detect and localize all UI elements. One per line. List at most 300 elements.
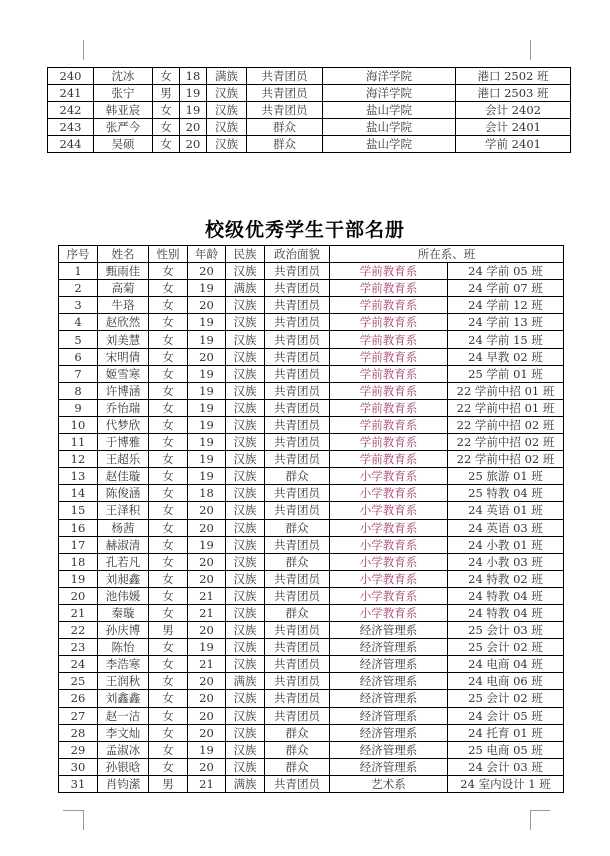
- cell-name: 赵欣然: [98, 314, 149, 331]
- cell-ethnicity: 汉族: [226, 297, 265, 314]
- cell-age: 19: [188, 331, 226, 348]
- cell-political-status: 群众: [247, 136, 323, 153]
- cell-name: 张宁: [94, 85, 153, 102]
- cell-political-status: 共青团员: [265, 485, 330, 502]
- cell-index: 240: [48, 68, 94, 85]
- cell-ethnicity: 汉族: [226, 604, 265, 621]
- table-row: [59, 382, 564, 399]
- cell-political-status: 群众: [265, 741, 330, 758]
- table-row: [59, 690, 564, 707]
- table-row: [59, 622, 564, 639]
- cell-political-status: 共青团员: [265, 280, 330, 297]
- cell-ethnicity: 汉族: [226, 724, 265, 741]
- cell-name: 李文灿: [98, 724, 149, 741]
- table-row: [48, 68, 571, 85]
- table-row: [59, 724, 564, 741]
- cell-department: 小学教育系: [330, 519, 448, 536]
- table-row: [48, 136, 571, 153]
- cell-age: 19: [188, 382, 226, 399]
- cell-index: 7: [59, 365, 98, 382]
- table-row: [59, 741, 564, 758]
- cell-age: 19: [188, 741, 226, 758]
- cell-ethnicity: 汉族: [226, 434, 265, 451]
- cell-ethnicity: 汉族: [226, 570, 265, 587]
- cell-gender: 女: [149, 399, 188, 416]
- cell-index: 16: [59, 519, 98, 536]
- table-row: [59, 468, 564, 485]
- table-row: [59, 434, 564, 451]
- cell-class: 22 学前中招 02 班: [448, 434, 564, 451]
- cell-age: 21: [188, 775, 226, 792]
- cell-index: 25: [59, 673, 98, 690]
- cell-class: 25 会计 02 班: [448, 639, 564, 656]
- cell-department: 海洋学院: [323, 85, 456, 102]
- cell-department: 经济管理系: [330, 707, 448, 724]
- cell-department: 学前教育系: [330, 331, 448, 348]
- cell-name: 高菊: [98, 280, 149, 297]
- cell-ethnicity: 汉族: [226, 485, 265, 502]
- cell-index: 10: [59, 416, 98, 433]
- cell-index: 5: [59, 331, 98, 348]
- cell-ethnicity: 满族: [226, 673, 265, 690]
- cell-ethnicity: 汉族: [226, 707, 265, 724]
- cell-class: 22 学前中招 01 班: [448, 382, 564, 399]
- cell-class: 24 特教 02 班: [448, 570, 564, 587]
- cell-class: 25 旅游 01 班: [448, 468, 564, 485]
- corner-mark: [63, 810, 83, 811]
- cell-gender: 女: [149, 348, 188, 365]
- cell-gender: 女: [149, 707, 188, 724]
- cell-index: 244: [48, 136, 94, 153]
- cell-gender: 女: [153, 136, 180, 153]
- cell-index: 31: [59, 775, 98, 792]
- cell-name: 赵一洁: [98, 707, 149, 724]
- table-row: [59, 519, 564, 536]
- cell-ethnicity: 汉族: [207, 85, 247, 102]
- cell-class: 24 学前 13 班: [448, 314, 564, 331]
- cell-gender: 女: [149, 331, 188, 348]
- cell-political-status: 共青团员: [265, 348, 330, 365]
- header-department-class: 所在系、班: [330, 246, 564, 263]
- cell-department: 经济管理系: [330, 622, 448, 639]
- cell-name: 李浩寒: [98, 656, 149, 673]
- cell-department: 盐山学院: [323, 119, 456, 136]
- cell-gender: 女: [149, 673, 188, 690]
- header-index: 序号: [59, 246, 98, 263]
- cell-name: 宋明倩: [98, 348, 149, 365]
- table-row: [48, 85, 571, 102]
- cell-class: 22 学前中招 01 班: [448, 399, 564, 416]
- cell-name: 孟淑冰: [98, 741, 149, 758]
- cell-age: 19: [188, 468, 226, 485]
- cell-age: 20: [188, 263, 226, 280]
- cell-political-status: 共青团员: [265, 263, 330, 280]
- cell-gender: 女: [149, 519, 188, 536]
- cell-class: 24 电商 06 班: [448, 673, 564, 690]
- cell-index: 24: [59, 656, 98, 673]
- table-row: [59, 570, 564, 587]
- cell-age: 21: [188, 604, 226, 621]
- cell-class: 会计 2401: [456, 119, 571, 136]
- cell-gender: 女: [149, 451, 188, 468]
- cell-age: 19: [188, 434, 226, 451]
- cell-name: 许博涵: [98, 382, 149, 399]
- cell-class: 25 会计 02 班: [448, 690, 564, 707]
- cell-ethnicity: 汉族: [226, 331, 265, 348]
- cell-political-status: 共青团员: [247, 85, 323, 102]
- cell-class: 25 学前 01 班: [448, 365, 564, 382]
- cell-age: 19: [180, 102, 207, 119]
- cell-age: 18: [180, 68, 207, 85]
- cell-age: 20: [188, 348, 226, 365]
- cell-age: 19: [188, 280, 226, 297]
- cell-index: 11: [59, 434, 98, 451]
- cell-index: 18: [59, 553, 98, 570]
- cell-class: 港口 2503 班: [456, 85, 571, 102]
- table-row: [59, 707, 564, 724]
- cell-index: 22: [59, 622, 98, 639]
- cell-age: 19: [180, 85, 207, 102]
- cell-ethnicity: 满族: [226, 280, 265, 297]
- cell-political-status: 群众: [265, 604, 330, 621]
- cell-gender: 女: [149, 656, 188, 673]
- cell-age: 20: [188, 553, 226, 570]
- cell-name: 王润秋: [98, 673, 149, 690]
- cell-class: 24 特教 04 班: [448, 587, 564, 604]
- cell-department: 学前教育系: [330, 451, 448, 468]
- cell-index: 2: [59, 280, 98, 297]
- corner-mark: [530, 40, 531, 60]
- cell-gender: 女: [149, 690, 188, 707]
- cell-index: 19: [59, 570, 98, 587]
- cell-gender: 女: [149, 536, 188, 553]
- cell-class: 24 英语 01 班: [448, 502, 564, 519]
- cell-gender: 女: [149, 502, 188, 519]
- cell-department: 学前教育系: [330, 365, 448, 382]
- table-row: [59, 348, 564, 365]
- cell-index: 20: [59, 587, 98, 604]
- cell-political-status: 群众: [265, 553, 330, 570]
- cell-name: 刘美慧: [98, 331, 149, 348]
- cell-class: 24 小教 01 班: [448, 536, 564, 553]
- cell-age: 20: [188, 502, 226, 519]
- cell-department: 小学教育系: [330, 468, 448, 485]
- cell-ethnicity: 满族: [207, 68, 247, 85]
- cell-ethnicity: 汉族: [226, 502, 265, 519]
- cell-name: 张严今: [94, 119, 153, 136]
- cell-gender: 女: [149, 263, 188, 280]
- cell-department: 小学教育系: [330, 570, 448, 587]
- cell-name: 牛珞: [98, 297, 149, 314]
- cell-class: 学前 2401: [456, 136, 571, 153]
- cell-department: 经济管理系: [330, 673, 448, 690]
- cell-age: 20: [180, 119, 207, 136]
- cell-department: 学前教育系: [330, 263, 448, 280]
- cell-political-status: 共青团员: [265, 399, 330, 416]
- cell-age: 20: [188, 622, 226, 639]
- cell-class: 24 学前 15 班: [448, 331, 564, 348]
- cell-name: 代梦欣: [98, 416, 149, 433]
- cell-class: 24 会计 05 班: [448, 707, 564, 724]
- cell-name: 吴硕: [94, 136, 153, 153]
- cell-department: 学前教育系: [330, 399, 448, 416]
- cell-department: 小学教育系: [330, 587, 448, 604]
- cell-department: 经济管理系: [330, 690, 448, 707]
- cell-ethnicity: 汉族: [207, 136, 247, 153]
- cell-class: 24 特教 04 班: [448, 604, 564, 621]
- cell-class: 22 学前中招 02 班: [448, 416, 564, 433]
- cell-gender: 女: [149, 553, 188, 570]
- cell-name: 陈俊涵: [98, 485, 149, 502]
- cell-name: 杨茜: [98, 519, 149, 536]
- cell-department: 经济管理系: [330, 656, 448, 673]
- cell-gender: 女: [149, 416, 188, 433]
- cell-gender: 男: [149, 775, 188, 792]
- cell-department: 经济管理系: [330, 724, 448, 741]
- cell-name: 赵佳璇: [98, 468, 149, 485]
- cell-gender: 女: [149, 485, 188, 502]
- cell-index: 14: [59, 485, 98, 502]
- cell-age: 20: [188, 570, 226, 587]
- cell-name: 孙庆博: [98, 622, 149, 639]
- cell-age: 20: [188, 724, 226, 741]
- cell-class: 24 小教 03 班: [448, 553, 564, 570]
- cell-political-status: 共青团员: [265, 297, 330, 314]
- table-row: [59, 331, 564, 348]
- cell-age: 20: [188, 758, 226, 775]
- table-row: [59, 587, 564, 604]
- cell-ethnicity: 汉族: [226, 587, 265, 604]
- table-row: [59, 314, 564, 331]
- table-row: [59, 416, 564, 433]
- cell-class: 25 特教 04 班: [448, 485, 564, 502]
- table-row: [48, 119, 571, 136]
- cell-gender: 女: [149, 639, 188, 656]
- table-row: [59, 485, 564, 502]
- cadre-roster-table: [58, 245, 564, 793]
- table-row: [59, 297, 564, 314]
- cell-department: 小学教育系: [330, 553, 448, 570]
- cell-ethnicity: 汉族: [226, 382, 265, 399]
- cell-department: 小学教育系: [330, 536, 448, 553]
- cell-political-status: 共青团员: [265, 639, 330, 656]
- cell-age: 19: [188, 639, 226, 656]
- table-row: [59, 775, 564, 792]
- cell-index: 23: [59, 639, 98, 656]
- cell-ethnicity: 汉族: [207, 119, 247, 136]
- cell-department: 经济管理系: [330, 639, 448, 656]
- cell-ethnicity: 汉族: [226, 519, 265, 536]
- table-row: [59, 673, 564, 690]
- cell-class: 22 学前中招 02 班: [448, 451, 564, 468]
- cell-ethnicity: 满族: [226, 775, 265, 792]
- cell-index: 17: [59, 536, 98, 553]
- cell-department: 艺术系: [330, 775, 448, 792]
- cell-political-status: 共青团员: [247, 68, 323, 85]
- corner-mark: [530, 810, 550, 811]
- cell-index: 6: [59, 348, 98, 365]
- cell-political-status: 共青团员: [265, 451, 330, 468]
- cell-ethnicity: 汉族: [226, 451, 265, 468]
- table-row: [59, 639, 564, 656]
- cell-class: 24 学前 05 班: [448, 263, 564, 280]
- cell-age: 19: [188, 536, 226, 553]
- cell-gender: 女: [149, 280, 188, 297]
- cell-political-status: 共青团员: [265, 690, 330, 707]
- cell-ethnicity: 汉族: [226, 622, 265, 639]
- cell-index: 8: [59, 382, 98, 399]
- cell-political-status: 共青团员: [247, 102, 323, 119]
- cell-name: 刘鑫鑫: [98, 690, 149, 707]
- table-row: [59, 280, 564, 297]
- cell-ethnicity: 汉族: [226, 314, 265, 331]
- cell-name: 韩亚宸: [94, 102, 153, 119]
- cell-index: 9: [59, 399, 98, 416]
- cell-index: 241: [48, 85, 94, 102]
- table-row: [59, 536, 564, 553]
- cell-age: 20: [188, 690, 226, 707]
- cell-political-status: 共青团员: [265, 382, 330, 399]
- cell-age: 20: [188, 673, 226, 690]
- cell-political-status: 共青团员: [265, 331, 330, 348]
- cell-age: 20: [188, 297, 226, 314]
- cell-name: 池伟媛: [98, 587, 149, 604]
- table-row: [59, 604, 564, 621]
- cell-index: 30: [59, 758, 98, 775]
- cell-ethnicity: 汉族: [226, 553, 265, 570]
- cell-name: 甄雨佳: [98, 263, 149, 280]
- cell-index: 4: [59, 314, 98, 331]
- header-age: 年龄: [188, 246, 226, 263]
- cell-gender: 女: [149, 724, 188, 741]
- cell-name: 肖钧潆: [98, 775, 149, 792]
- cell-name: 乔怡瑞: [98, 399, 149, 416]
- cell-department: 学前教育系: [330, 416, 448, 433]
- cell-ethnicity: 汉族: [207, 102, 247, 119]
- cell-class: 港口 2502 班: [456, 68, 571, 85]
- cell-name: 陈怡: [98, 639, 149, 656]
- cell-department: 学前教育系: [330, 348, 448, 365]
- cell-age: 18: [188, 485, 226, 502]
- cell-department: 经济管理系: [330, 741, 448, 758]
- cell-political-status: 共青团员: [265, 434, 330, 451]
- cell-class: 24 英语 03 班: [448, 519, 564, 536]
- cell-political-status: 共青团员: [265, 656, 330, 673]
- cell-political-status: 群众: [265, 468, 330, 485]
- cell-political-status: 群众: [265, 724, 330, 741]
- cell-age: 20: [180, 136, 207, 153]
- cell-age: 21: [188, 587, 226, 604]
- header-political-status: 政治面貌: [265, 246, 330, 263]
- cell-ethnicity: 汉族: [226, 639, 265, 656]
- cell-political-status: 群众: [265, 519, 330, 536]
- cell-gender: 女: [149, 382, 188, 399]
- cell-age: 19: [188, 416, 226, 433]
- cell-age: 21: [188, 656, 226, 673]
- cell-political-status: 共青团员: [265, 707, 330, 724]
- previous-page-table: [47, 67, 571, 153]
- corner-mark: [83, 40, 84, 60]
- cell-ethnicity: 汉族: [226, 536, 265, 553]
- cell-index: 1: [59, 263, 98, 280]
- cell-class: 24 托育 01 班: [448, 724, 564, 741]
- cell-gender: 女: [149, 365, 188, 382]
- cell-political-status: 共青团员: [265, 622, 330, 639]
- cell-index: 26: [59, 690, 98, 707]
- cell-department: 学前教育系: [330, 382, 448, 399]
- table-header-row: [59, 246, 564, 263]
- cell-gender: 女: [149, 741, 188, 758]
- table-row: [59, 399, 564, 416]
- cell-gender: 男: [153, 85, 180, 102]
- cell-department: 学前教育系: [330, 434, 448, 451]
- cell-department: 海洋学院: [323, 68, 456, 85]
- cell-political-status: 共青团员: [265, 587, 330, 604]
- cell-ethnicity: 汉族: [226, 656, 265, 673]
- cell-name: 王泽积: [98, 502, 149, 519]
- cell-political-status: 群众: [247, 119, 323, 136]
- cell-class: 24 学前 07 班: [448, 280, 564, 297]
- cell-age: 19: [188, 365, 226, 382]
- cell-gender: 女: [149, 297, 188, 314]
- table-row: [59, 656, 564, 673]
- cell-gender: 女: [153, 102, 180, 119]
- cell-name: 孔若凡: [98, 553, 149, 570]
- table-row: [59, 365, 564, 382]
- cell-age: 20: [188, 707, 226, 724]
- cell-department: 盐山学院: [323, 136, 456, 153]
- cell-gender: 女: [149, 468, 188, 485]
- corner-mark: [530, 810, 531, 830]
- cell-class: 会计 2402: [456, 102, 571, 119]
- cell-ethnicity: 汉族: [226, 741, 265, 758]
- cell-class: 24 早教 02 班: [448, 348, 564, 365]
- cell-ethnicity: 汉族: [226, 365, 265, 382]
- cell-political-status: 共青团员: [265, 416, 330, 433]
- table-row: [48, 102, 571, 119]
- cell-index: 13: [59, 468, 98, 485]
- cell-political-status: 共青团员: [265, 775, 330, 792]
- cell-class: 24 室内设计 1 班: [448, 775, 564, 792]
- cell-ethnicity: 汉族: [226, 416, 265, 433]
- cell-ethnicity: 汉族: [226, 468, 265, 485]
- cell-ethnicity: 汉族: [226, 263, 265, 280]
- cell-gender: 女: [149, 434, 188, 451]
- cell-index: 243: [48, 119, 94, 136]
- table-row: [59, 502, 564, 519]
- cell-ethnicity: 汉族: [226, 758, 265, 775]
- cell-gender: 女: [149, 314, 188, 331]
- cell-department: 小学教育系: [330, 604, 448, 621]
- cell-ethnicity: 汉族: [226, 399, 265, 416]
- cell-age: 19: [188, 399, 226, 416]
- header-name: 姓名: [98, 246, 149, 263]
- cell-class: 24 会计 03 班: [448, 758, 564, 775]
- cell-index: 242: [48, 102, 94, 119]
- corner-mark: [83, 810, 84, 830]
- cell-name: 赫淑清: [98, 536, 149, 553]
- cell-department: 小学教育系: [330, 502, 448, 519]
- cell-index: 3: [59, 297, 98, 314]
- cell-political-status: 共青团员: [265, 673, 330, 690]
- cell-gender: 男: [149, 622, 188, 639]
- cell-gender: 女: [149, 758, 188, 775]
- cell-name: 沈冰: [94, 68, 153, 85]
- cell-gender: 女: [149, 570, 188, 587]
- cell-name: 王超乐: [98, 451, 149, 468]
- cell-index: 28: [59, 724, 98, 741]
- cell-department: 学前教育系: [330, 297, 448, 314]
